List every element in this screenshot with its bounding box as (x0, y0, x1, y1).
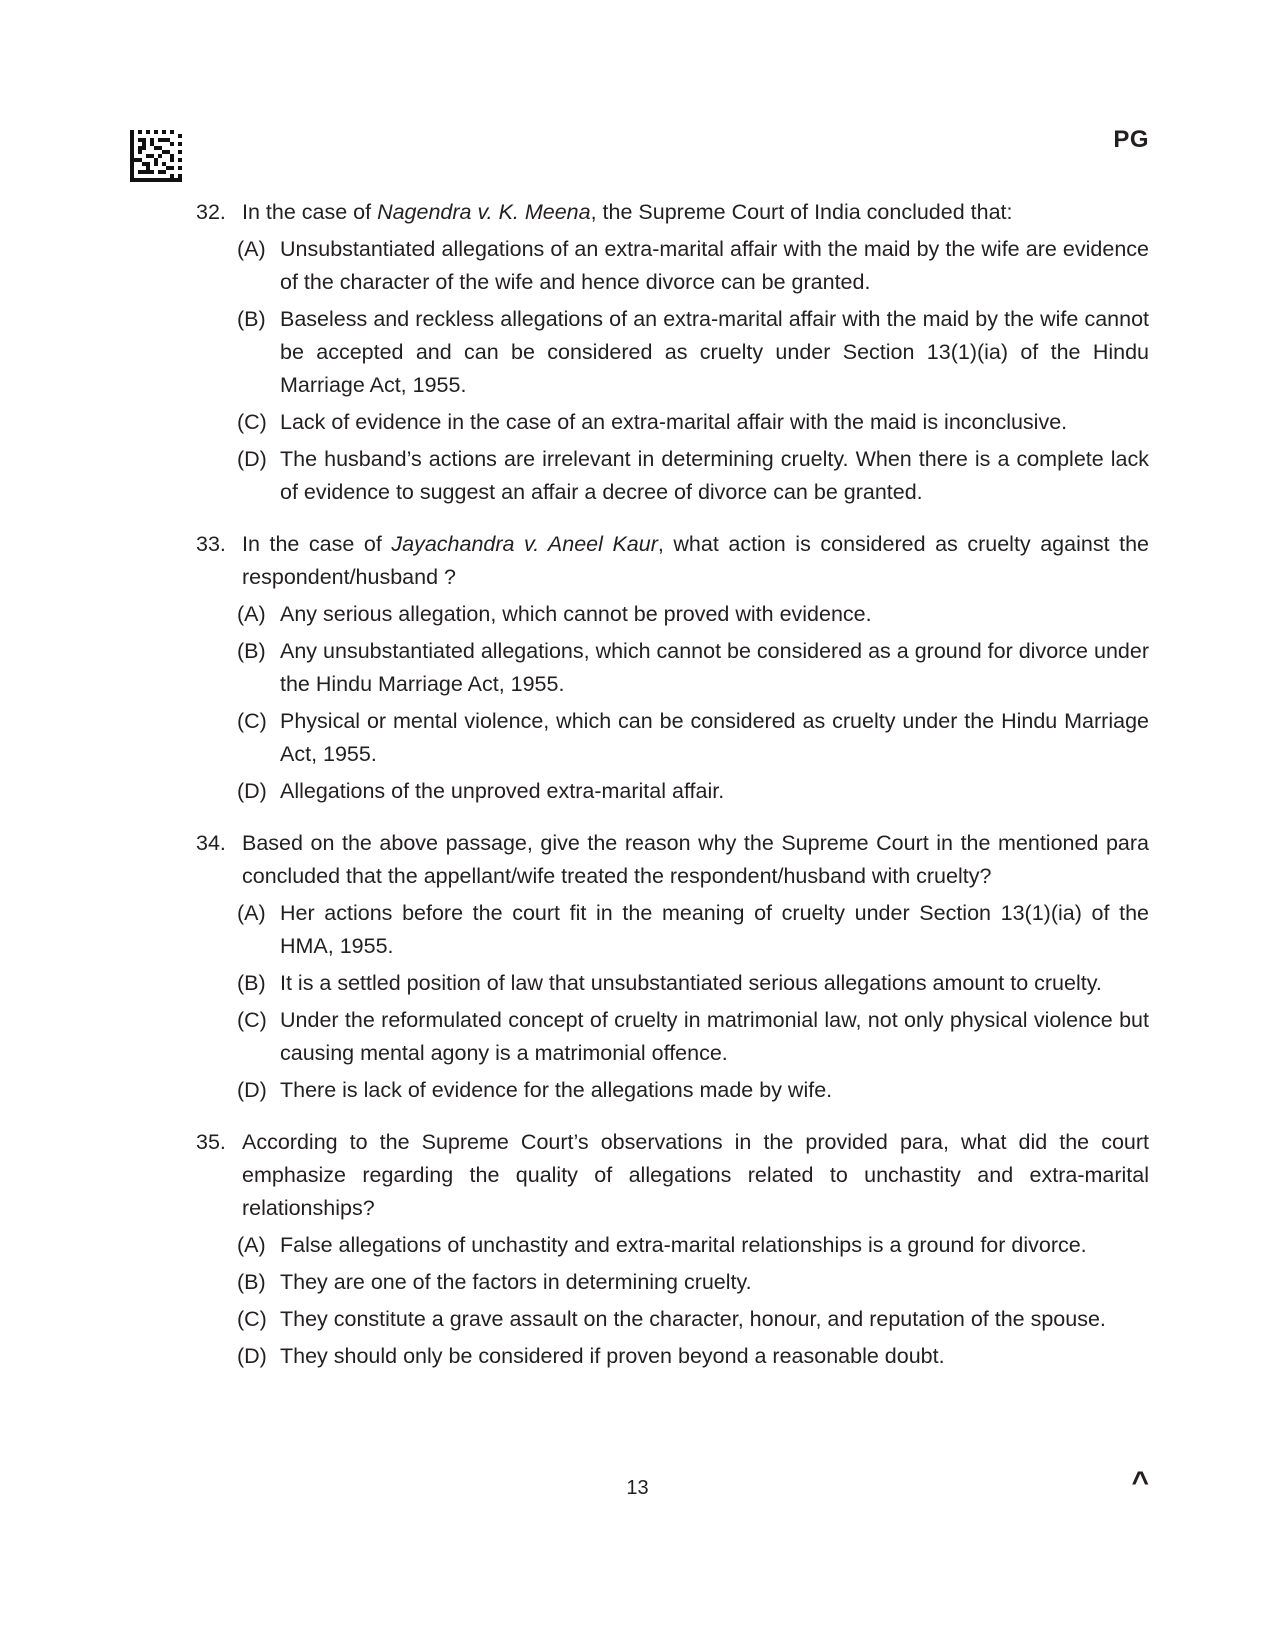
option-text: They should only be considered if proven beyond a reasonable doubt. (280, 1344, 945, 1368)
option-list (196, 897, 1149, 1107)
option-label: (A) (237, 237, 266, 261)
question-35 (196, 1126, 1149, 1373)
option-text: They are one of the factors in determining cruelty. (280, 1270, 752, 1294)
option-label: (B) (237, 307, 266, 331)
option-text: Baseless and reckless allegations of an extra-marital affair with the maid by the wife cannot be accepted and can be considered as cruelty under Section 13(1)(ia) of the Hindu Marriage Act, 1955. (280, 307, 1149, 397)
option-list (196, 233, 1149, 509)
option-label: (D) (237, 447, 267, 471)
option-text: Allegations of the unproved extra-marital affair. (280, 779, 725, 803)
option-a (237, 233, 1149, 299)
option-d (237, 1074, 1149, 1107)
option-c (237, 705, 1149, 771)
option-a (237, 598, 1149, 631)
option-text: There is lack of evidence for the allegations made by wife. (280, 1078, 833, 1102)
option-label: (D) (237, 779, 267, 803)
question-text-after: , the Supreme Court of India concluded that: (590, 200, 1013, 224)
option-label: (D) (237, 1344, 267, 1368)
question-34 (196, 827, 1149, 1107)
question-text-before: In the case of (242, 200, 378, 224)
series-code: PG (1113, 126, 1149, 153)
option-b (237, 635, 1149, 701)
option-label: (C) (237, 709, 267, 733)
option-d (237, 775, 1149, 808)
question-text (242, 827, 1149, 893)
option-d (237, 443, 1149, 509)
option-label: (B) (237, 639, 266, 663)
option-text: Lack of evidence in the case of an extra-marital affair with the maid is inconclusive. (280, 410, 1068, 434)
question-33 (196, 528, 1149, 808)
question-stem (196, 1126, 1149, 1225)
option-label: (D) (237, 1078, 267, 1102)
case-name: Nagendra v. K. Meena (377, 200, 591, 224)
question-stem (196, 528, 1149, 594)
question-number: 35. (196, 1130, 226, 1154)
option-text: Any serious allegation, which cannot be proved with evidence. (280, 602, 872, 626)
option-text: Her actions before the court fit in the meaning of cruelty under Section 13(1)(ia) of the HMA, 1955. (280, 901, 1149, 958)
question-text (242, 528, 1149, 594)
question-text-before: Based on the above passage, give the reason why the Supreme Court in the mentioned para concluded that the appellant/wife treated the respondent/husband with cruelty? (242, 831, 1149, 888)
option-a (237, 897, 1149, 963)
question-text-before: According to the Supreme Court’s observations in the provided para, what did the court emphasize regarding the quality of allegations related to unchastity and extra-marital relationships? (242, 1130, 1149, 1220)
question-number: 34. (196, 831, 226, 855)
question-stem (196, 827, 1149, 893)
option-text: Under the reformulated concept of cruelty in matrimonial law, not only physical violence but causing mental agony is a matrimonial offence. (280, 1008, 1149, 1065)
option-d (237, 1340, 1149, 1373)
question-text-before: In the case of (242, 532, 392, 556)
option-text: Any unsubstantiated allegations, which cannot be considered as a ground for divorce under the Hindu Marriage Act, 1955. (280, 639, 1149, 696)
question-text-after: , what action is considered as cruelty against the respondent/husband ? (242, 532, 1149, 589)
option-label: (A) (237, 602, 266, 626)
option-label: (B) (237, 971, 266, 995)
option-label: (A) (237, 1233, 266, 1257)
option-b (237, 303, 1149, 402)
option-list (196, 598, 1149, 808)
option-label: (A) (237, 901, 266, 925)
question-32 (196, 196, 1149, 509)
option-c (237, 406, 1149, 439)
question-number: 33. (196, 532, 226, 556)
option-text: Physical or mental violence, which can be considered as cruelty under the Hindu Marriage Act, 1955. (280, 709, 1149, 766)
qr-code-icon (130, 130, 182, 182)
question-stem (196, 196, 1149, 229)
option-b (237, 1266, 1149, 1299)
question-text (242, 196, 1149, 229)
option-c (237, 1004, 1149, 1070)
option-c (237, 1303, 1149, 1336)
option-a (237, 1229, 1149, 1262)
question-list (196, 196, 1149, 1392)
option-label: (C) (237, 1307, 267, 1331)
option-text: The husband’s actions are irrelevant in determining cruelty. When there is a complete lack of evidence to suggest an affair a decree of divorce can be granted. (280, 447, 1149, 504)
option-text: False allegations of unchastity and extra-marital relationships is a ground for divorce. (280, 1233, 1087, 1257)
option-list (196, 1229, 1149, 1373)
option-label: (C) (237, 1008, 267, 1032)
option-b (237, 967, 1149, 1000)
case-name: Jayachandra v. Aneel Kaur (391, 532, 658, 556)
question-text (242, 1126, 1149, 1225)
page-number: 13 (626, 1477, 649, 1499)
caret-mark: ^ (1131, 1466, 1149, 1499)
option-text: They constitute a grave assault on the character, honour, and reputation of the spouse. (280, 1307, 1106, 1331)
option-text: Unsubstantiated allegations of an extra-marital affair with the maid by the wife are evidence of the character of the wife and hence divorce can be granted. (280, 237, 1149, 294)
option-label: (C) (237, 410, 267, 434)
question-number: 32. (196, 200, 226, 224)
option-label: (B) (237, 1270, 266, 1294)
option-text: It is a settled position of law that unsubstantiated serious allegations amount to cruelty. (280, 971, 1102, 995)
